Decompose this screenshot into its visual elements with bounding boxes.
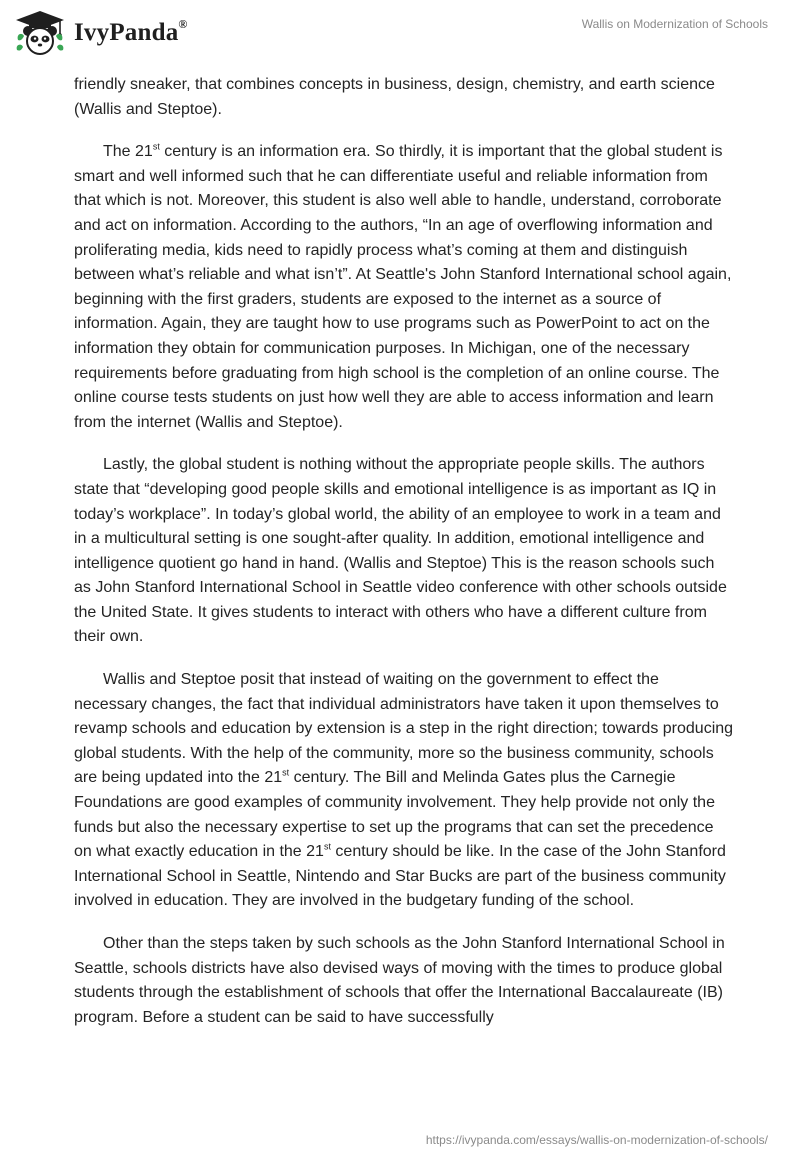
page-header [0,0,800,70]
paragraph-0: friendly sneaker, that combines concepts in business, design, chemistry, and earth science (Wallis and Steptoe). [74,76,715,118]
essay-body [74,73,734,1048]
ivypanda-logo[interactable] [14,10,188,56]
panda-graduate-icon [14,10,66,56]
paragraph-1: The 21st century is an information era. So thirdly, it is important that the global student is smart and well informed such that he can differentiate useful and reliable information from that which is not. Moreover, this student is also well able to handle, understand, corroborate and act on information. According to the authors, “In an age of overflowing information and proliferating media, kids need to rapidly process what’s coming at them and distinguish between what’s reliable and what isn’t”. At Seattle's John Stanford International school again, beginning with the first graders, students are exposed to the internet as a source of information. Again, they are taught how to use programs such as PowerPoint to act on the information they obtain for communication purposes. In Michigan, one of the necessary requirements before graduating from high school is the completion of an online course. The online course tests students on just how well they are able to access information and learn from the internet (Wallis and Steptoe). [74,141,732,431]
source-url[interactable]: https://ivypanda.com/essays/wallis-on-modernization-of-schools/ [425,1133,768,1147]
registered-mark: ® [178,17,188,31]
paragraph-3: Wallis and Steptoe posit that instead of waiting on the government to effect the necessary changes, the fact that individual administrators have taken it upon themselves to revamp schools and education by extension is a step in the right direction; towards producing global students. With the help of the community, more so the business community, schools are being updated into the 21st century. The Bill and Melinda Gates plus the Carnegie Foundations are good examples of community involvement. They help provide not only the funds but also the necessary expertise to set up the programs that can set the precedence on what exactly education in the 21st century should be like. In the case of the John Stanford International School in Seattle, Nintendo and Star Bucks are part of the business community involved in education. They are involved in the budgetary funding of the school. [74,671,734,910]
document-title: Wallis on Modernization of Schools [581,17,768,31]
paragraph-2: Lastly, the global student is nothing without the appropriate people skills. The authors state that “developing good people skills and emotional intelligence is as important as IQ in today’s workplace”. In today’s global world, the ability of an employee to work in a team and in a multicultural setting is one sought-after quality. In addition, emotional intelligence and intelligence quotient go hand in hand. (Wallis and Steptoe) This is the reason schools such as John Stanford International School in Seattle video conference with other schools outside the United State. It gives students to interact with others who have a different culture from their own. [74,456,727,646]
paragraph-4: Other than the steps taken by such schools as the John Stanford International School in Seattle, schools districts have also devised ways of moving with the times to produce global students through the establishment of schools that offer the International Baccalaureate (IB) program. Before a student can be said to have successfully [74,935,725,1026]
brand-name: IvyPanda® [74,17,188,46]
